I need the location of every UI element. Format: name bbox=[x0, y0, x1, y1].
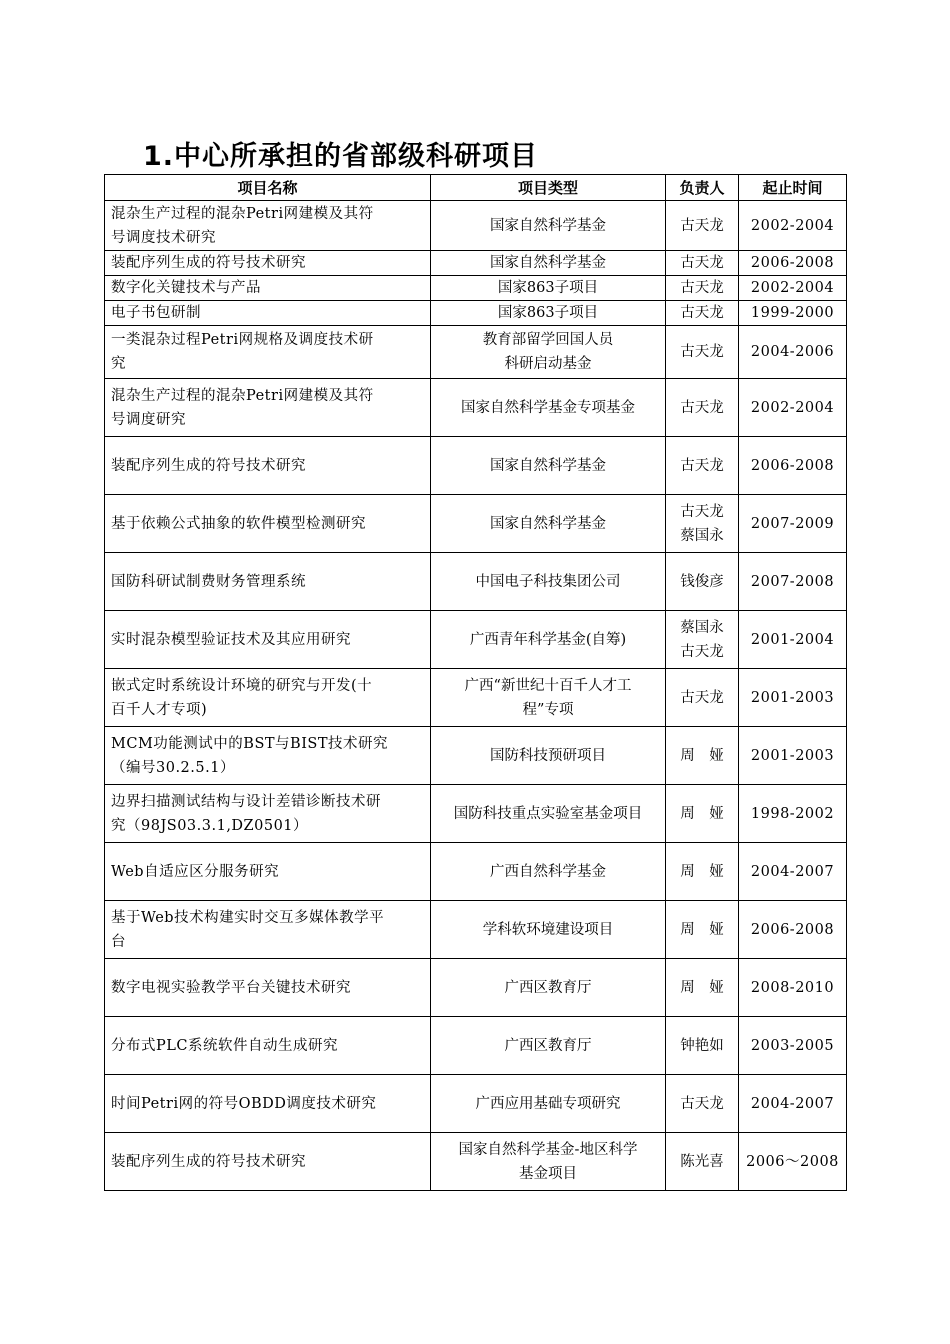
table-row bbox=[105, 727, 847, 785]
leader-cell-line: 古天龙 bbox=[680, 1095, 724, 1112]
project-name-cell-line: 时间Petri网的符号OBDD调度技术研究 bbox=[111, 1095, 377, 1112]
leader-cell-line: 古天龙 bbox=[680, 643, 724, 660]
project-type-cell-line: 科研启动基金 bbox=[504, 356, 592, 372]
project-type-cell bbox=[431, 201, 666, 251]
period-cell: 2007-2008 bbox=[739, 553, 847, 611]
project-type-cell bbox=[431, 785, 666, 843]
project-name-cell bbox=[105, 1017, 431, 1075]
leader-cell bbox=[666, 379, 739, 437]
leader-cell-line: 古天龙 bbox=[680, 255, 724, 271]
project-name-cell-line: 基于依赖公式抽象的软件模型检测研究 bbox=[111, 515, 366, 532]
project-name-cell bbox=[105, 326, 431, 379]
header-period: 起止时间 bbox=[739, 175, 847, 201]
period-cell: 2007-2009 bbox=[739, 495, 847, 553]
period-cell: 2004-2007 bbox=[739, 843, 847, 901]
leader-cell bbox=[666, 669, 739, 727]
leader-cell bbox=[666, 326, 739, 379]
leader-cell bbox=[666, 1133, 739, 1191]
project-name-cell-line: （编号30.2.5.1） bbox=[111, 759, 235, 776]
period-cell: 2004-2006 bbox=[739, 326, 847, 379]
project-type-cell bbox=[431, 251, 666, 276]
period-cell: 2008-2010 bbox=[739, 959, 847, 1017]
leader-cell bbox=[666, 301, 739, 326]
project-type-cell bbox=[431, 495, 666, 553]
period-cell: 1998-2002 bbox=[739, 785, 847, 843]
project-type-cell bbox=[431, 727, 666, 785]
project-name-cell bbox=[105, 959, 431, 1017]
period-cell: 2001-2003 bbox=[739, 727, 847, 785]
project-name-cell bbox=[105, 843, 431, 901]
project-type-cell-line: 国家自然科学基金 bbox=[490, 515, 606, 532]
project-name-cell bbox=[105, 553, 431, 611]
period-cell: 2002-2004 bbox=[739, 379, 847, 437]
project-name-cell-line: 究（98JS03.3.1,DZ0501） bbox=[111, 817, 309, 834]
project-name-cell-line: 嵌式定时系统设计环境的研究与开发(十 bbox=[111, 677, 373, 694]
leader-cell bbox=[666, 843, 739, 901]
project-type-cell-line: 广西应用基础专项研究 bbox=[475, 1095, 621, 1112]
table-row bbox=[105, 901, 847, 959]
project-name-cell-line: 号调度技术研究 bbox=[111, 229, 216, 246]
project-type-cell-line: 中国电子科技集团公司 bbox=[475, 573, 621, 590]
leader-cell-line: 钟艳如 bbox=[680, 1037, 724, 1054]
project-type-cell-line: 程”专项 bbox=[522, 701, 574, 718]
leader-cell-line: 周 娅 bbox=[680, 805, 724, 822]
table-row bbox=[105, 611, 847, 669]
project-name-cell bbox=[105, 201, 431, 251]
project-name-cell bbox=[105, 1133, 431, 1191]
project-type-cell bbox=[431, 1075, 666, 1133]
project-name-cell-line: 混杂生产过程的混杂Petri网建模及其符 bbox=[111, 387, 374, 404]
project-name-cell bbox=[105, 901, 431, 959]
leader-cell bbox=[666, 276, 739, 301]
period-cell: 2006-2008 bbox=[739, 901, 847, 959]
project-type-cell-line: 广西区教育厅 bbox=[504, 979, 592, 996]
project-name-cell bbox=[105, 1075, 431, 1133]
header-project-type: 项目类型 bbox=[431, 175, 666, 201]
leader-cell-line: 古天龙 bbox=[680, 305, 724, 321]
project-type-cell-line: 国家自然科学基金 bbox=[490, 457, 606, 474]
period-cell: 2004-2007 bbox=[739, 1075, 847, 1133]
leader-cell bbox=[666, 1017, 739, 1075]
leader-cell-line: 古天龙 bbox=[680, 689, 724, 706]
project-type-cell bbox=[431, 437, 666, 495]
project-type-cell bbox=[431, 611, 666, 669]
table-row bbox=[105, 495, 847, 553]
project-name-cell bbox=[105, 727, 431, 785]
table-row bbox=[105, 276, 847, 301]
project-name-cell-line: 数字电视实验教学平台关键技术研究 bbox=[111, 979, 351, 996]
project-name-cell-line: 装配序列生成的符号技术研究 bbox=[111, 255, 306, 271]
table-row bbox=[105, 379, 847, 437]
project-name-cell-line: 实时混杂模型验证技术及其应用研究 bbox=[111, 631, 351, 648]
period-cell: 2006-2008 bbox=[739, 251, 847, 276]
period-cell: 2002-2004 bbox=[739, 276, 847, 301]
project-type-cell bbox=[431, 553, 666, 611]
leader-cell bbox=[666, 495, 739, 553]
project-name-cell-line: 台 bbox=[111, 933, 126, 950]
project-type-cell bbox=[431, 276, 666, 301]
leader-cell-line: 古天龙 bbox=[680, 280, 724, 296]
project-name-cell-line: MCM功能测试中的BST与BIST技术研究 bbox=[111, 735, 389, 752]
period-cell: 2002-2004 bbox=[739, 201, 847, 251]
project-name-cell-line: Web自适应区分服务研究 bbox=[111, 863, 280, 880]
leader-cell bbox=[666, 437, 739, 495]
leader-cell-line: 古天龙 bbox=[680, 217, 724, 234]
leader-cell bbox=[666, 611, 739, 669]
leader-cell bbox=[666, 727, 739, 785]
project-type-cell-line: 广西自然科学基金 bbox=[490, 863, 606, 880]
project-name-cell-line: 一类混杂过程Petri网规格及调度技术研 bbox=[111, 332, 374, 348]
project-name-cell-line: 边界扫描测试结构与设计差错诊断技术研 bbox=[111, 793, 381, 810]
project-type-cell bbox=[431, 1133, 666, 1191]
project-name-cell-line: 电子书包研制 bbox=[111, 305, 201, 321]
table-row bbox=[105, 959, 847, 1017]
table-header-row bbox=[105, 175, 847, 201]
project-name-cell-line: 混杂生产过程的混杂Petri网建模及其符 bbox=[111, 205, 374, 222]
table-row bbox=[105, 201, 847, 251]
leader-cell-line: 古天龙 bbox=[680, 503, 724, 520]
project-type-cell bbox=[431, 1017, 666, 1075]
project-name-cell bbox=[105, 669, 431, 727]
project-name-cell-line: 装配序列生成的符号技术研究 bbox=[111, 1153, 306, 1170]
project-type-cell bbox=[431, 326, 666, 379]
leader-cell bbox=[666, 251, 739, 276]
table-row bbox=[105, 1075, 847, 1133]
project-name-cell-line: 国防科研试制费财务管理系统 bbox=[111, 573, 306, 590]
project-name-cell-line: 分布式PLC系统软件自动生成研究 bbox=[111, 1037, 338, 1054]
header-leader: 负责人 bbox=[666, 175, 739, 201]
project-type-cell-line: 国防科技重点实验室基金项目 bbox=[453, 805, 643, 822]
table-row bbox=[105, 785, 847, 843]
leader-cell-line: 蔡国永 bbox=[680, 527, 724, 544]
table-row bbox=[105, 326, 847, 379]
project-name-cell-line: 装配序列生成的符号技术研究 bbox=[111, 457, 306, 474]
project-name-cell-line: 究 bbox=[111, 356, 126, 372]
project-type-cell bbox=[431, 901, 666, 959]
leader-cell bbox=[666, 1075, 739, 1133]
table-row bbox=[105, 437, 847, 495]
table-row bbox=[105, 553, 847, 611]
period-cell: 2006～2008 bbox=[739, 1133, 847, 1191]
table-row bbox=[105, 1017, 847, 1075]
project-type-cell-line: 广西“新世纪十百千人才工 bbox=[464, 677, 632, 694]
table-row bbox=[105, 251, 847, 276]
project-type-cell-line: 国防科技预研项目 bbox=[490, 747, 606, 764]
table-row bbox=[105, 301, 847, 326]
project-type-cell-line: 国家自然科学基金专项基金 bbox=[461, 399, 635, 416]
project-name-cell bbox=[105, 611, 431, 669]
period-cell: 2001-2004 bbox=[739, 611, 847, 669]
project-type-cell-line: 教育部留学回国人员 bbox=[482, 332, 614, 348]
project-name-cell bbox=[105, 301, 431, 326]
leader-cell-line: 陈光喜 bbox=[680, 1153, 724, 1170]
project-type-cell-line: 国家863子项目 bbox=[497, 280, 599, 296]
table-row bbox=[105, 843, 847, 901]
leader-cell bbox=[666, 201, 739, 251]
project-type-cell bbox=[431, 843, 666, 901]
leader-cell bbox=[666, 959, 739, 1017]
period-cell: 2001-2003 bbox=[739, 669, 847, 727]
leader-cell-line: 古天龙 bbox=[680, 344, 724, 360]
project-type-cell bbox=[431, 669, 666, 727]
project-name-cell-line: 基于Web技术构建实时交互多媒体教学平 bbox=[111, 909, 385, 926]
project-type-cell-line: 基金项目 bbox=[519, 1165, 577, 1182]
project-type-cell-line: 广西青年科学基金(自筹) bbox=[469, 631, 627, 648]
period-cell: 2003-2005 bbox=[739, 1017, 847, 1075]
project-type-cell-line: 国家自然科学基金-地区科学 bbox=[458, 1141, 638, 1158]
leader-cell-line: 钱俊彦 bbox=[680, 573, 724, 590]
project-name-cell bbox=[105, 785, 431, 843]
project-name-cell bbox=[105, 495, 431, 553]
project-type-cell-line: 广西区教育厅 bbox=[504, 1037, 592, 1054]
project-name-cell bbox=[105, 276, 431, 301]
project-name-cell bbox=[105, 379, 431, 437]
leader-cell-line: 周 娅 bbox=[680, 921, 724, 938]
project-type-cell bbox=[431, 959, 666, 1017]
leader-cell-line: 蔡国永 bbox=[680, 619, 724, 636]
project-name-cell-line: 百千人才专项) bbox=[111, 701, 208, 718]
leader-cell-line: 古天龙 bbox=[680, 457, 724, 474]
table-row bbox=[105, 669, 847, 727]
leader-cell-line: 古天龙 bbox=[680, 399, 724, 416]
project-type-cell-line: 国家自然科学基金 bbox=[490, 217, 606, 234]
project-type-cell-line: 国家863子项目 bbox=[497, 305, 599, 321]
header-project-name: 项目名称 bbox=[105, 175, 431, 201]
period-cell: 2006-2008 bbox=[739, 437, 847, 495]
period-cell: 1999-2000 bbox=[739, 301, 847, 326]
project-type-cell-line: 学科软环境建设项目 bbox=[482, 921, 614, 938]
leader-cell bbox=[666, 553, 739, 611]
project-name-cell-line: 号调度研究 bbox=[111, 411, 186, 428]
table-row bbox=[105, 1133, 847, 1191]
project-type-cell bbox=[431, 301, 666, 326]
leader-cell-line: 周 娅 bbox=[680, 863, 724, 880]
project-name-cell bbox=[105, 437, 431, 495]
leader-cell-line: 周 娅 bbox=[680, 979, 724, 996]
project-name-cell bbox=[105, 251, 431, 276]
leader-cell bbox=[666, 901, 739, 959]
projects-table bbox=[104, 174, 847, 1191]
project-type-cell-line: 国家自然科学基金 bbox=[490, 255, 606, 271]
leader-cell-line: 周 娅 bbox=[680, 747, 724, 764]
section-title: 1.中心所承担的省部级科研项目 bbox=[143, 141, 539, 172]
project-type-cell bbox=[431, 379, 666, 437]
leader-cell bbox=[666, 785, 739, 843]
project-name-cell-line: 数字化关键技术与产品 bbox=[111, 280, 261, 296]
